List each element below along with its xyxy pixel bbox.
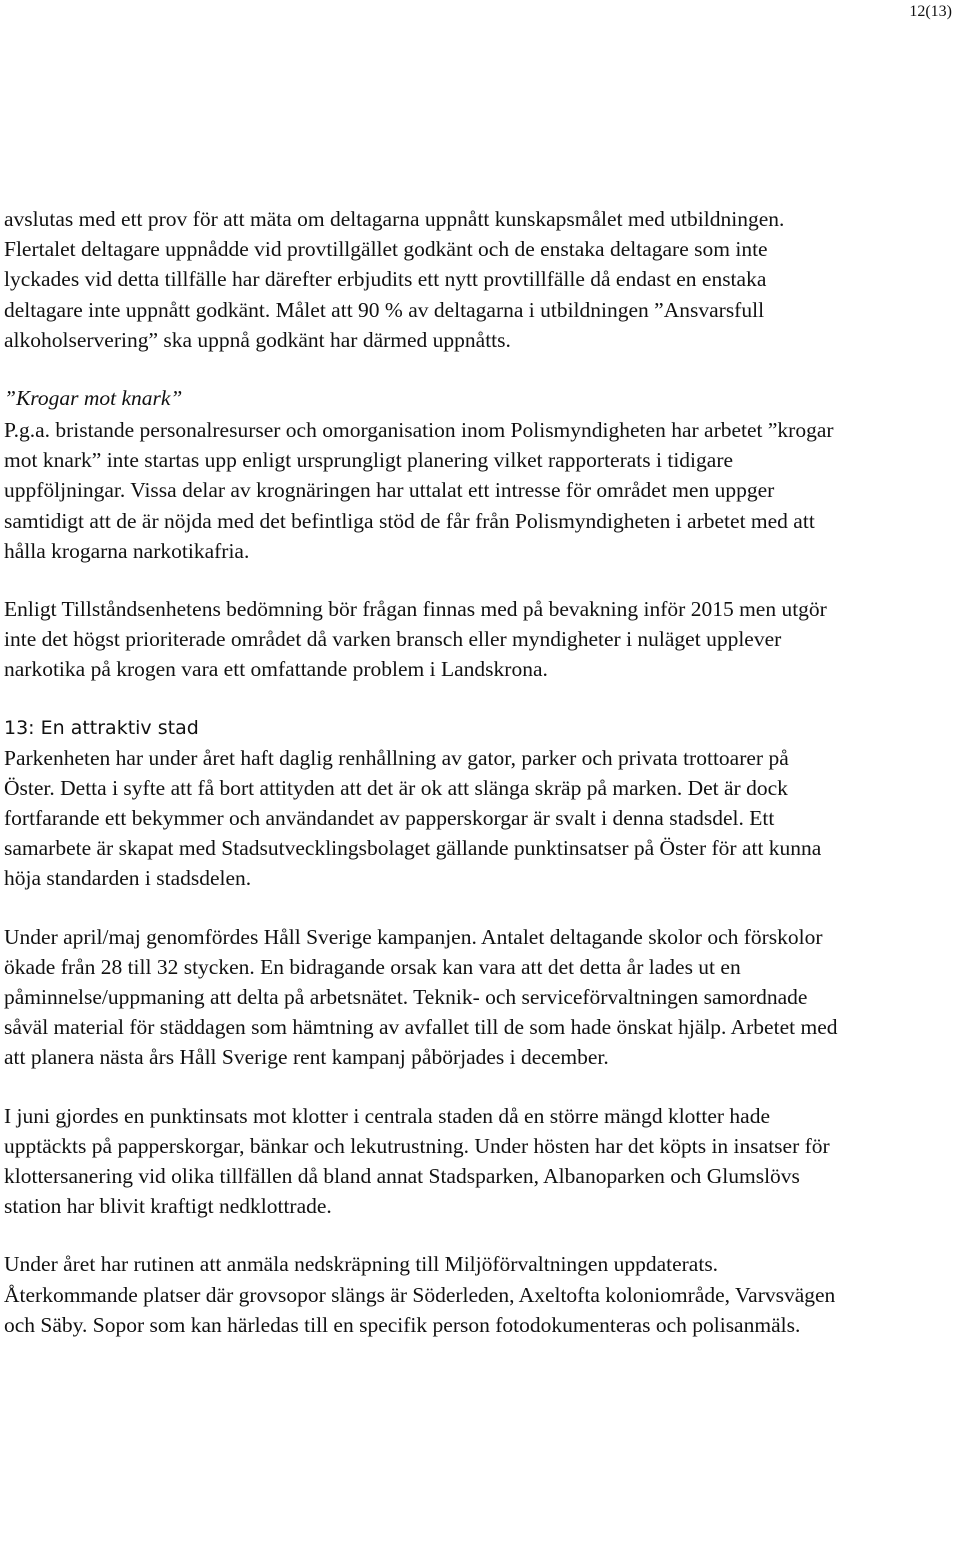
- paragraph-course-exam: avslutas med ett prov för att mäta om deltagarna uppnått kunskapsmålet med utbildningen. Flertalet deltagare uppnådde vid provtillgället godkänt och de enstaka deltagare som inte lyckades vid detta tillfälle har därefter erbjudits ett nytt provtillfälle då endast en enstaka deltagare inte uppnått godkänt. Målet att 90 % av deltagarna i utbildningen ”Ansvarsfull alkoholservering” ska uppnå godkänt har därmed uppnåtts.: [4, 207, 785, 352]
- paragraph-hall-sverige-rent: Under april/maj genomfördes Håll Sverige kampanjen. Antalet deltagande skolor och förskolor ökade från 28 till 32 stycken. En bidragande orsak kan vara att det detta år lades ut en påminnelse/uppmaning att delta på arbetsnätet. Teknik- och serviceförvaltningen samordnade såväl material för städdagen som hämtning av avfallet till de som hade önskat hjälp. Arbetet med att planera nästa års Håll Sverige rent kampanj påbörjades i december.: [4, 924, 838, 1070]
- section-heading-attraktiv-stad: 13: En attraktiv stad: [4, 716, 199, 739]
- paragraph-tillstandsenhet-assessment: Enligt Tillståndsenhetens bedömning bör frågan finnas med på bevakning inför 2015 men utgör inte det högst prioriterade området då varken bransch eller myndigheter i nuläget upplever narkotika på krogen vara ett omfattande problem i Landskrona.: [4, 597, 827, 682]
- paragraph-parkenheten: Parkenheten har under året haft daglig renhållning av gator, parker och privata trottoarer på Öster. Detta i syfte att få bort attityden att det är ok att slänga skräp på marken. Det är dock fortfarande ett bekymmer och användandet av papperskorgar är svalt i denna stadsdel. Ett samarbete är skapat med Stadsutvecklingsbolaget gällande punktinsatser på Öster för att kunna höja standarden i stadsdelen.: [4, 745, 822, 891]
- subheading-krogar-mot-knark: ”Krogar mot knark”: [4, 386, 183, 411]
- paragraph-klotter: I juni gjordes en punktinsats mot klotter i centrala staden då en större mängd klotter hade upptäckts på papperskorgar, bänkar och lekutrustning. Under hösten har det köpts in insatser för klottersanering vid olika tillfällen då bland annat Stadsparken, Albanoparken och Glumslövs station har blivit kraftigt nedklottrade.: [4, 1103, 830, 1219]
- paragraph-nedskrapning: Under året har rutinen att anmäla nedskräpning till Miljöförvaltningen uppdaterats. Återkommande platser där grovsopor slängs är Söderleden, Axeltofta koloniområde, Varvsvägen och Säby. Sopor som kan härledas till en specifik person fotodokumenteras och polisanmäls.: [4, 1252, 836, 1337]
- document-body: [4, 204, 842, 1340]
- page-number: 12(13): [909, 3, 952, 20]
- paragraph-krogar-status: P.g.a. bristande personalresurser och omorganisation inom Polismyndigheten har arbetet ”krogar mot knark” inte startas upp enligt ursprungligt planering vilket rapporterats i tidigare uppföljningar. Vissa delar av krognäringen har uttalat ett intresse för området men uppger samtidigt att de är nöjda med det befintliga stöd de får från Polismyndigheten i arbetet med att hålla krogarna narkotikafria.: [4, 418, 834, 563]
